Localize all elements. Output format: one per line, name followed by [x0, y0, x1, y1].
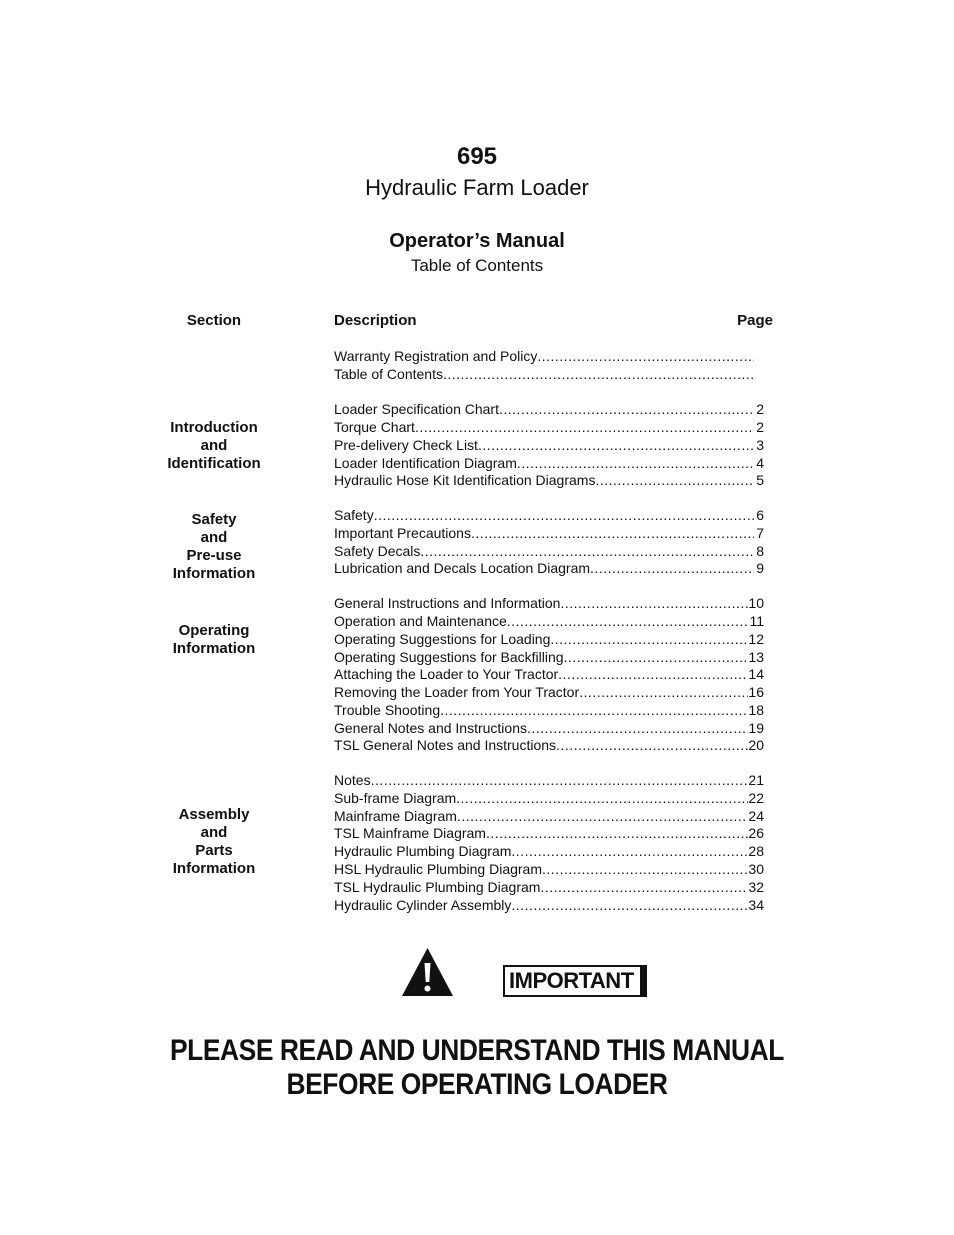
toc-entry — [334, 860, 764, 878]
section-line: Information — [172, 860, 256, 877]
toc-title: Attaching the Loader to Your Tractor — [334, 666, 559, 682]
toc-page: 7 — [756, 525, 764, 541]
section-line: Pre-use — [186, 547, 242, 564]
toc-page: 11 — [749, 613, 764, 629]
toc-leader — [527, 719, 748, 737]
toc-page: 10 — [748, 595, 764, 611]
toc-entry — [334, 471, 764, 489]
toc-title: Mainframe Diagram — [334, 808, 457, 824]
toc-title: Safety Decals — [334, 543, 421, 559]
toc-page: 16 — [748, 684, 764, 700]
toc-title: TSL General Notes and Instructions — [334, 737, 557, 753]
toc-leader — [443, 365, 754, 383]
toc-entry — [334, 665, 764, 683]
toc-leader — [550, 630, 748, 648]
toc-leader — [456, 789, 748, 807]
important-label: IMPORTANT — [503, 965, 647, 997]
toc-leader — [420, 542, 754, 560]
toc-title: Loader Identification Diagram — [334, 455, 517, 471]
toc-title: Lubrication and Decals Location Diagram — [334, 560, 591, 576]
toc-entry — [334, 559, 764, 577]
product-name: Hydraulic Farm Loader — [365, 175, 589, 200]
toc-leader — [478, 436, 754, 454]
section-safety — [144, 511, 284, 583]
section-line: and — [200, 529, 228, 546]
toc-entry — [334, 365, 764, 383]
toc-leader — [558, 665, 748, 683]
toc-page: 2 — [756, 401, 764, 417]
toc-page: 30 — [748, 861, 764, 877]
toc-leader — [486, 824, 748, 842]
toc-leader — [507, 612, 750, 630]
toc-entry — [334, 719, 764, 737]
section-line: Introduction — [170, 419, 258, 436]
section-line: Information — [172, 640, 256, 657]
section-line: Parts — [195, 842, 233, 859]
toc-title: Sub-frame Diagram — [334, 790, 457, 806]
section-column-header: Section — [186, 312, 242, 329]
toc-page: 3 — [756, 437, 764, 453]
toc-leader — [471, 524, 754, 542]
section-line: and — [200, 824, 228, 841]
toc-leader — [371, 771, 749, 789]
page-column-header: Page — [737, 312, 773, 329]
toc-entry — [334, 436, 764, 454]
section-introduction — [144, 419, 284, 473]
toc-page: 2 — [756, 419, 764, 435]
toc-leader — [579, 683, 748, 701]
section-line: Operating — [178, 622, 250, 639]
toc-page: 8 — [756, 543, 764, 559]
toc-page: 4 — [756, 455, 764, 471]
toc-title: Operating Suggestions for Loading — [334, 631, 551, 647]
section-line: Information — [172, 565, 256, 582]
section-assembly — [144, 806, 284, 878]
manual-title: Operator’s Manual — [389, 230, 565, 252]
toc-leader — [564, 648, 749, 666]
toc-entry — [334, 896, 764, 914]
section-line: Identification — [167, 455, 261, 472]
toc-page: 18 — [748, 702, 764, 718]
toc-page: 5 — [756, 472, 764, 488]
toc-title: TSL Mainframe Diagram — [334, 825, 486, 841]
toc-leader — [457, 807, 748, 825]
toc-page: 28 — [748, 843, 764, 859]
section-line: Safety — [191, 511, 237, 528]
toc-title: Table of Contents — [334, 366, 443, 382]
toc-title: Hydraulic Plumbing Diagram — [334, 843, 512, 859]
toc-leader — [537, 347, 754, 365]
toc-title: Pre-delivery Check List — [334, 437, 478, 453]
toc-page: 22 — [748, 790, 764, 806]
toc-entry — [334, 648, 764, 666]
toc-page: 13 — [748, 649, 764, 665]
section-operating — [144, 622, 284, 658]
toc-page: 20 — [748, 737, 764, 753]
toc-entry — [334, 506, 764, 524]
toc-entry — [334, 842, 764, 860]
notice-line-1: PLEASE READ AND UNDERSTAND THIS MANUAL — [170, 1034, 784, 1067]
toc-entry — [334, 824, 764, 842]
toc-page: 9 — [756, 560, 764, 576]
toc-page: 26 — [748, 825, 764, 841]
notice-line-2: BEFORE OPERATING LOADER — [286, 1068, 668, 1101]
toc-title: Hydraulic Hose Kit Identification Diagrams — [334, 472, 596, 488]
toc-page: 24 — [748, 808, 764, 824]
toc-entry — [334, 612, 764, 630]
toc-leader — [415, 418, 754, 436]
toc-leader — [560, 594, 748, 612]
toc-leader — [499, 400, 754, 418]
model-number: 695 — [456, 143, 498, 170]
toc-entry — [334, 807, 764, 825]
toc-page: 12 — [748, 631, 764, 647]
toc-title: Torque Chart — [334, 419, 415, 435]
toc-entry — [334, 630, 764, 648]
toc-entry — [334, 400, 764, 418]
toc-entry — [334, 594, 764, 612]
toc-page: 21 — [748, 772, 764, 788]
toc-page: 6 — [756, 507, 764, 523]
toc-entry — [334, 771, 764, 789]
toc-entry — [334, 524, 764, 542]
toc-title: Trouble Shooting — [334, 702, 441, 718]
toc-title: Hydraulic Cylinder Assembly — [334, 897, 512, 913]
toc-leader — [540, 878, 748, 896]
toc-page: 19 — [748, 720, 764, 736]
toc-leader — [511, 896, 748, 914]
toc-leader — [542, 860, 748, 878]
manual-subtitle: Table of Contents — [410, 256, 544, 275]
toc-leader — [374, 506, 754, 524]
toc-leader — [556, 736, 748, 754]
toc-leader — [590, 559, 754, 577]
toc-title: Safety — [334, 507, 374, 523]
toc-leader — [517, 454, 754, 472]
section-line: and — [200, 437, 228, 454]
toc-title: Notes — [334, 772, 371, 788]
toc-title: Operating Suggestions for Backfilling — [334, 649, 564, 665]
toc-title: General Notes and Instructions — [334, 720, 527, 736]
toc-page: 14 — [748, 666, 764, 682]
toc-leader — [440, 701, 748, 719]
toc-entry — [334, 542, 764, 560]
toc-entry — [334, 418, 764, 436]
warning-triangle-icon — [400, 946, 455, 998]
toc-entry — [334, 683, 764, 701]
description-column-header: Description — [334, 312, 417, 329]
warning-row — [0, 946, 954, 1000]
toc-entry — [334, 454, 764, 472]
toc-page: 34 — [748, 897, 764, 913]
toc-entry — [334, 701, 764, 719]
toc-title: Loader Specification Chart — [334, 401, 499, 417]
toc-title: Removing the Loader from Your Tractor — [334, 684, 580, 700]
toc-leader — [595, 471, 754, 489]
toc-entry — [334, 878, 764, 896]
toc-title: Operation and Maintenance — [334, 613, 507, 629]
toc-entry — [334, 789, 764, 807]
toc-title: General Instructions and Information — [334, 595, 561, 611]
toc-leader — [511, 842, 748, 860]
toc-title: Important Precautions — [334, 525, 471, 541]
toc-title: HSL Hydraulic Plumbing Diagram — [334, 861, 543, 877]
toc-entry — [334, 347, 764, 365]
toc-page: 32 — [748, 879, 764, 895]
toc-entry — [334, 736, 764, 754]
section-line: Assembly — [178, 806, 250, 823]
toc-title: Warranty Registration and Policy — [334, 348, 538, 364]
toc-title: TSL Hydraulic Plumbing Diagram — [334, 879, 541, 895]
